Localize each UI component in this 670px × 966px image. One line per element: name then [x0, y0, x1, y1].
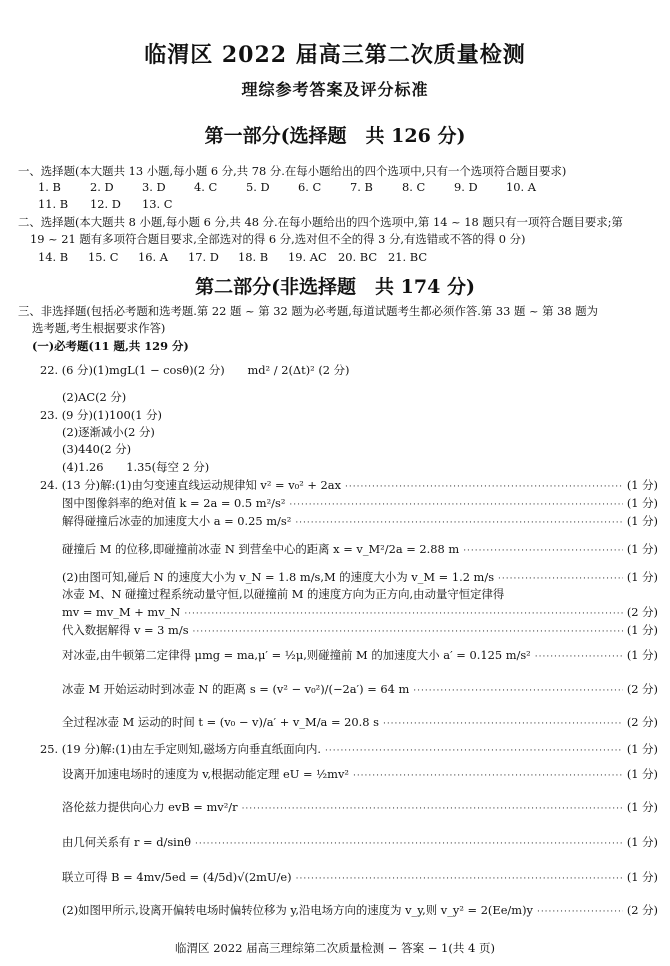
- step-score: (1 分): [626, 835, 658, 849]
- q24-line: [62, 514, 658, 531]
- document-title: 临渭区 2022 届高三第二次质量检测: [144, 42, 526, 68]
- q25-line: [62, 767, 658, 784]
- step-text: 冰壶 M、N 碰撞过程系统动量守恒,以碰撞前 M 的速度方向为正方向,由动量守恒定律得: [62, 587, 505, 601]
- leader-dots: [353, 769, 623, 784]
- q24-line: [62, 682, 658, 699]
- leader-dots: [295, 516, 623, 531]
- step-text: (2)如图甲所示,设离开偏转电场时偏转位移为 y,沿电场方向的速度为 v_y,则 v_y² = 2(Ee/m)y: [62, 903, 533, 917]
- q24-line: [62, 542, 658, 559]
- q25-line: [62, 870, 658, 887]
- sec1-intro: 一、选择题(本大题共 13 小题,每小题 6 分,共 78 分.在每小题给出的四个选项中,只有一个选项符合题目要求): [18, 164, 567, 178]
- step-score: (1 分): [626, 800, 658, 814]
- part1-heading: 第一部分(选择题 共 126 分): [204, 125, 466, 147]
- q22-answer: 22. (6 分)(1)mgL(1 − cosθ)(2 分) md² / 2(Δt)² (2 分): [40, 363, 350, 377]
- step-score: (1 分): [626, 742, 658, 756]
- step-score: (1 分): [626, 870, 658, 884]
- step-text: 由几何关系有 r = d/sinθ: [62, 835, 192, 849]
- answer: 5. D: [246, 180, 270, 194]
- step-score: (1 分): [626, 767, 658, 781]
- step-score: (2 分): [626, 715, 658, 729]
- step-score: (1 分): [626, 542, 658, 556]
- leader-dots: [195, 837, 623, 852]
- step-text: 对冰壶,由牛顿第二定律得 μmg = ma,μ′ = ½μ,则碰撞前 M 的加速度大小 a′ = 0.125 m/s²: [62, 648, 531, 662]
- answer: 20. BC: [338, 250, 378, 264]
- part2-intro-line2: 选考题,考生根据要求作答): [32, 321, 166, 335]
- leader-dots: [289, 498, 622, 513]
- step-text: 解得碰撞后冰壶的加速度大小 a = 0.25 m/s²: [62, 514, 292, 528]
- answer: 4. C: [194, 180, 218, 194]
- leader-dots: [184, 607, 623, 622]
- answer: 18. B: [238, 250, 269, 264]
- q24-line: [40, 478, 658, 495]
- step-score: (2 分): [626, 682, 658, 696]
- leader-dots: [413, 684, 623, 699]
- answer: 11. B: [38, 197, 69, 211]
- q25-line: [62, 800, 658, 817]
- part2-intro-line1: 三、非选择题(包括必考题和选考题.第 22 题 ~ 第 32 题为必考题,每道试题考生都必须作答.第 33 题 ~ 第 38 题为: [18, 304, 599, 318]
- q24-line: [62, 648, 658, 665]
- q24-line: [62, 496, 658, 513]
- answer: 17. D: [188, 250, 219, 264]
- answer: 14. B: [38, 250, 69, 264]
- leader-dots: [463, 544, 623, 559]
- step-score: (2 分): [626, 605, 658, 619]
- q23-part4: (4)1.26 1.35(每空 2 分): [62, 460, 210, 474]
- step-score: (1 分): [626, 570, 658, 584]
- answer: 10. A: [506, 180, 536, 194]
- answer: 7. B: [350, 180, 373, 194]
- q25-line: [62, 903, 658, 920]
- step-score: (2 分): [626, 903, 658, 917]
- leader-dots: [193, 625, 623, 640]
- answer: 12. D: [90, 197, 121, 211]
- step-text: 图中图像斜率的绝对值 k = 2a = 0.5 m²/s²: [62, 496, 286, 510]
- sec2-intro-line2: 19 ~ 21 题有多项符合题目要求,全部选对的得 6 分,选对但不全的得 3 分,有选错或不答的得 0 分): [30, 232, 526, 246]
- answer: 13. C: [142, 197, 173, 211]
- q23-answer: 23. (9 分)(1)100(1 分): [40, 408, 162, 422]
- q25-line: [40, 742, 658, 759]
- sec1-answers-row2: [38, 197, 658, 212]
- leader-dots: [345, 480, 623, 495]
- answer: 8. C: [402, 180, 426, 194]
- answer: 19. AC: [288, 250, 327, 264]
- answer: 9. D: [454, 180, 478, 194]
- leader-dots: [325, 744, 623, 759]
- answer: 2. D: [90, 180, 114, 194]
- sec1-answers-row1: [38, 180, 658, 195]
- q23-part2: (2)逐渐减小(2 分): [62, 425, 155, 439]
- step-score: (1 分): [626, 478, 658, 492]
- q24-line: [62, 715, 658, 732]
- step-text: 碰撞后 M 的位移,即碰撞前冰壶 N 到营垒中心的距离 x = v_M²/2a = 2.88 m: [62, 542, 460, 556]
- step-text: 冰壶 M 开始运动时到冰壶 N 的距离 s = (v² − v₀²)/(−2a′) = 64 m: [62, 682, 410, 696]
- answer: 16. A: [138, 250, 168, 264]
- leader-dots: [242, 802, 623, 817]
- leader-dots: [535, 650, 623, 665]
- step-score: (1 分): [626, 623, 658, 637]
- sec2-answers: [38, 250, 658, 265]
- step-text: 联立可得 B = 4mv/5ed = (4/5d)√(2mU/e): [62, 870, 292, 884]
- step-text: 设离开加速电场时的速度为 v,根据动能定理 eU = ½mv²: [62, 767, 349, 781]
- sec2-intro-line1: 二、选择题(本大题共 8 小题,每小题 6 分,共 48 分.在每小题给出的四个选项中,第 14 ~ 18 题只有一项符合题目要求;第: [18, 215, 623, 229]
- step-score: (1 分): [626, 648, 658, 662]
- step-text: 洛伦兹力提供向心力 evB = mv²/r: [62, 800, 238, 814]
- q24-line: [62, 587, 658, 602]
- q23-part3: (3)440(2 分): [62, 442, 132, 456]
- leader-dots: [498, 572, 623, 587]
- q25-line: [62, 835, 658, 852]
- q24-line: [62, 570, 658, 587]
- step-text: 24. (13 分)解:(1)由匀变速直线运动规律知 v² = v₀² + 2ax: [40, 478, 342, 492]
- part2-heading: 第二部分(非选择题 共 174 分): [195, 276, 475, 298]
- step-score: (1 分): [626, 514, 658, 528]
- document-subtitle: 理综参考答案及评分标准: [241, 80, 429, 99]
- step-text: 25. (19 分)解:(1)由左手定则知,磁场方向垂直纸面向内.: [40, 742, 321, 756]
- leader-dots: [537, 905, 623, 920]
- page-footer: 临渭区 2022 届高三理综第二次质量检测 − 答案 − 1(共 4 页): [175, 941, 495, 955]
- leader-dots: [383, 717, 623, 732]
- q24-line: [62, 605, 658, 622]
- answer: 21. BC: [388, 250, 428, 264]
- q22-part2: (2)AC(2 分): [62, 390, 127, 404]
- answer: 1. B: [38, 180, 61, 194]
- required-heading: (一)必考题(11 题,共 129 分): [32, 339, 189, 353]
- answer: 6. C: [298, 180, 322, 194]
- step-text: 代入数据解得 v = 3 m/s: [62, 623, 189, 637]
- q24-line: [62, 623, 658, 640]
- step-text: 全过程冰壶 M 运动的时间 t = (v₀ − v)/a′ + v_M/a = 20.8 s: [62, 715, 379, 729]
- step-text: (2)由图可知,碰后 N 的速度大小为 v_N = 1.8 m/s,M 的速度大小为 v_M = 1.2 m/s: [62, 570, 495, 584]
- answer: 3. D: [142, 180, 166, 194]
- answer: 15. C: [88, 250, 119, 264]
- leader-dots: [296, 872, 623, 887]
- step-text: mv = mv_M + mv_N: [62, 605, 181, 619]
- step-score: (1 分): [626, 496, 658, 510]
